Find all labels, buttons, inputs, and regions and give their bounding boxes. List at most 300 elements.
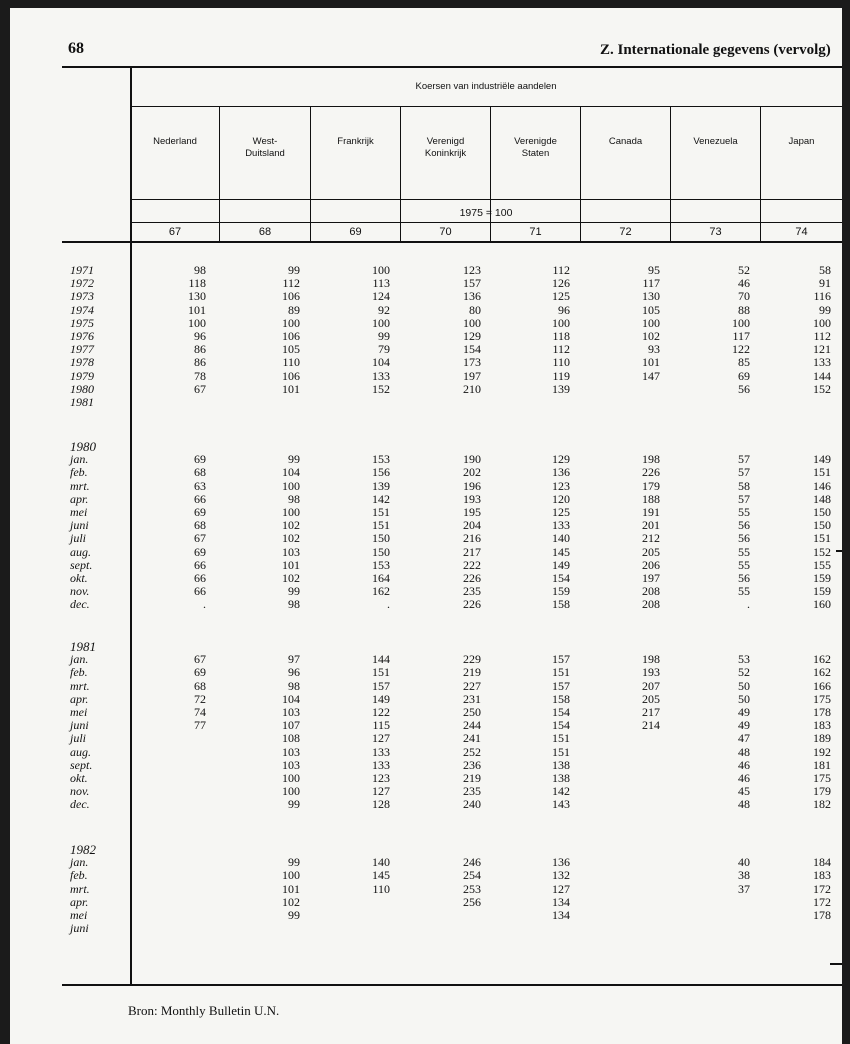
row-label: 1973	[70, 289, 94, 304]
table-cell: 100	[282, 478, 300, 493]
table-cell: 142	[552, 784, 570, 799]
table-cell: 100	[282, 315, 300, 330]
table-cell: 206	[642, 557, 660, 572]
country-header-verenigde-staten: Verenigde Staten	[514, 136, 557, 159]
table-cell: 120	[552, 491, 570, 506]
table-cell: 99	[378, 329, 390, 343]
table-cell: 49	[738, 718, 750, 733]
table-cell: 136	[463, 289, 481, 304]
table-cell: 57	[738, 491, 750, 506]
col-sep-4	[490, 106, 491, 242]
row-label: 1980	[70, 381, 94, 396]
table-cell: 219	[463, 771, 481, 785]
table-cell: 85	[738, 355, 750, 370]
row-label: mrt.	[70, 678, 90, 693]
table-cell: 157	[372, 678, 390, 693]
table-cell: 118	[188, 276, 206, 291]
table-cell: 122	[732, 342, 750, 357]
table-cell: 151	[552, 731, 570, 746]
table-cell: 151	[552, 665, 570, 680]
table-cell: 123	[463, 263, 481, 277]
table-cell: 112	[282, 276, 300, 291]
table-cell: 100	[642, 315, 660, 330]
table-cell: 79	[378, 342, 390, 357]
table-cell: 57	[738, 465, 750, 480]
table-cell: 226	[463, 571, 481, 585]
table-cell: 55	[738, 544, 750, 559]
table-cell: 116	[813, 289, 831, 304]
page	[10, 8, 842, 1044]
table-cell: 99	[288, 584, 300, 599]
table-cell: 101	[282, 557, 300, 572]
table-cell: 121	[813, 342, 831, 357]
table-cell: 229	[463, 652, 481, 667]
row-label: sept.	[70, 757, 93, 772]
table-cell: 69	[194, 505, 206, 519]
table-cell: 150	[813, 518, 831, 533]
table-cell: 152	[372, 381, 390, 396]
table-cell: 154	[552, 571, 570, 585]
table-cell: 128	[372, 797, 390, 812]
table-cell: 55	[738, 584, 750, 599]
row-label: juni	[70, 518, 89, 533]
table-cell: 151	[372, 505, 390, 519]
table-cell: 56	[738, 571, 750, 585]
table-cell: 101	[282, 381, 300, 396]
row-label: 1981	[70, 395, 94, 409]
table-cell: 103	[282, 544, 300, 559]
table-cell: 103	[282, 757, 300, 772]
table-cell: 100	[552, 315, 570, 330]
table-cell: 49	[738, 705, 750, 719]
table-cell: 159	[813, 571, 831, 585]
table-cell: 149	[372, 691, 390, 706]
table-cell: 153	[372, 452, 390, 467]
table-cell: 105	[282, 342, 300, 357]
table-cell: 138	[552, 771, 570, 785]
table-cell: 175	[813, 691, 831, 706]
table-cell: 235	[463, 584, 481, 599]
row-label: 1981	[70, 639, 96, 654]
table-cell: 196	[463, 478, 481, 493]
table-cell: 132	[552, 868, 570, 883]
table-cell: 46	[738, 757, 750, 772]
row-label: apr.	[70, 491, 89, 506]
row-label: okt.	[70, 771, 88, 785]
table-cell: 118	[552, 329, 570, 343]
table-cell: 110	[372, 881, 390, 896]
row-label: 1982	[70, 842, 96, 857]
row-label: feb.	[70, 868, 88, 883]
table-cell: 96	[194, 329, 206, 343]
table-cell: 99	[288, 452, 300, 467]
table-cell: 162	[813, 665, 831, 680]
table-cell: 179	[642, 478, 660, 493]
table-cell: 145	[372, 868, 390, 883]
row-label: 1978	[70, 355, 94, 370]
row-label: dec.	[70, 597, 90, 612]
table-cell: 112	[813, 329, 831, 343]
table-cell: 102	[642, 329, 660, 343]
table-cell: 40	[738, 855, 750, 870]
table-cell: 144	[372, 652, 390, 667]
table-cell: 133	[372, 757, 390, 772]
column-number: 69	[349, 226, 362, 238]
table-cell: 77	[194, 718, 206, 733]
table-cell: 117	[732, 329, 750, 343]
table-cell: 154	[552, 718, 570, 733]
table-cell: 144	[813, 368, 831, 383]
table-cell: 226	[642, 465, 660, 480]
column-number: 70	[439, 226, 452, 238]
row-label: 1972	[70, 276, 94, 291]
table-cell: 130	[188, 289, 206, 304]
table-cell: 212	[642, 531, 660, 546]
table-cell: 246	[463, 855, 481, 870]
row-label: jan.	[70, 855, 89, 870]
header-rule	[130, 106, 842, 107]
table-cell: 138	[552, 757, 570, 772]
table-cell: 113	[372, 276, 390, 291]
row-label: 1980	[70, 439, 96, 454]
table-cell: 210	[463, 381, 481, 396]
table-cell: 226	[463, 597, 481, 612]
table-cell: 179	[813, 784, 831, 799]
table-cell: 101	[188, 302, 206, 317]
table-cell: 197	[463, 368, 481, 383]
table-cell: 66	[194, 584, 206, 599]
table-cell: 252	[463, 744, 481, 759]
table-cell: 188	[642, 491, 660, 506]
table-cell: 127	[372, 731, 390, 746]
table-cell: 190	[463, 452, 481, 467]
table-cell: 45	[738, 784, 750, 799]
table-cell: 97	[288, 652, 300, 667]
table-cell: 69	[194, 665, 206, 680]
table-cell: 100	[732, 315, 750, 330]
column-number: 68	[258, 226, 272, 238]
table-cell: 119	[552, 368, 570, 383]
table-cell: 189	[813, 731, 831, 746]
table-cell: 102	[282, 531, 300, 546]
table-cell: 100	[813, 315, 831, 330]
table-cell: 98	[288, 678, 300, 693]
table-cell: 148	[813, 491, 831, 506]
table-cell: 152	[813, 381, 831, 396]
table-cell: 125	[552, 505, 570, 519]
table-cell: 67	[194, 531, 206, 546]
table-cell: .	[747, 597, 750, 612]
table-cell: 102	[282, 518, 300, 533]
row-label: mei	[70, 908, 88, 922]
table-cell: 50	[738, 678, 750, 693]
bottom-rule	[62, 984, 842, 986]
table-cell: 202	[463, 465, 481, 480]
table-cell: 56	[738, 381, 750, 396]
table-cell: 100	[372, 315, 390, 330]
table-cell: 241	[463, 731, 481, 746]
table-cell: 100	[282, 505, 300, 519]
table-cell: 151	[552, 744, 570, 759]
table-cell: 63	[194, 478, 206, 493]
table-cell: 162	[372, 584, 390, 599]
table-cell: 105	[642, 302, 660, 317]
table-cell: 204	[463, 518, 481, 533]
table-cell: 183	[813, 868, 831, 883]
table-cell: 74	[194, 705, 206, 719]
edge-mark	[836, 550, 842, 552]
table-cell: 110	[282, 355, 300, 370]
table-cell: 208	[642, 584, 660, 599]
table-cell: 102	[282, 571, 300, 585]
table-cell: 254	[463, 868, 481, 883]
table-cell: 150	[372, 544, 390, 559]
table-cell: 172	[813, 894, 831, 909]
table-cell: 126	[552, 276, 570, 291]
table-cell: 98	[288, 597, 300, 612]
table-cell: 134	[552, 908, 570, 922]
table-cell: 158	[552, 691, 570, 706]
table-cell: 250	[463, 705, 481, 719]
table-cell: 158	[552, 597, 570, 612]
row-label: 1971	[70, 263, 94, 277]
table-cell: 57	[738, 452, 750, 467]
table-cell: 214	[642, 718, 660, 733]
table-cell: 240	[463, 797, 481, 812]
table-cell: 153	[372, 557, 390, 572]
table-cell: 216	[463, 531, 481, 546]
table-cell: 80	[469, 302, 481, 317]
table-cell: 129	[552, 452, 570, 467]
table-cell: 222	[463, 557, 481, 572]
table-cell: 78	[194, 368, 206, 383]
table-cell: 151	[372, 665, 390, 680]
table-cell: 102	[282, 894, 300, 909]
country-header-west-duitsland: West- Duitsland	[245, 136, 285, 159]
table-cell: 107	[282, 718, 300, 733]
table-cell: 184	[813, 855, 831, 870]
source-note: Bron: Monthly Bulletin U.N.	[128, 1003, 280, 1018]
country-header-japan: Japan	[788, 136, 815, 147]
table-cell: 178	[813, 908, 831, 922]
table-cell: 124	[372, 289, 390, 304]
col-sep-6	[670, 106, 671, 242]
table-cell: 149	[552, 557, 570, 572]
table-cell: 58	[819, 263, 831, 277]
row-label: okt.	[70, 571, 88, 585]
table-cell: 69	[738, 368, 750, 383]
table-cell: 143	[552, 797, 570, 812]
country-header-venezuela: Venezuela	[693, 136, 738, 147]
table-cell: 101	[282, 881, 300, 896]
table-cell: 46	[738, 276, 750, 291]
table-cell: 123	[372, 771, 390, 785]
table-cell: 50	[738, 691, 750, 706]
row-label: feb.	[70, 665, 88, 680]
table-cell: 68	[194, 518, 206, 533]
table-cell: 70	[738, 289, 750, 304]
table-cell: 103	[282, 705, 300, 719]
colnum-rule	[62, 241, 842, 243]
table-cell: 99	[288, 908, 300, 922]
left-vertical	[130, 66, 132, 984]
column-number: 72	[619, 226, 632, 238]
table-cell: 98	[288, 491, 300, 506]
country-bottom-rule	[130, 199, 842, 200]
table-cell: 133	[372, 368, 390, 383]
table-cell: 151	[813, 465, 831, 480]
row-label: jan.	[70, 652, 89, 667]
table-cell: 104	[282, 465, 300, 480]
table-cell: 253	[463, 881, 481, 896]
table-cell: 117	[642, 276, 660, 291]
table-cell: 91	[819, 276, 831, 291]
table-cell: 198	[642, 452, 660, 467]
row-label: juli	[70, 531, 87, 546]
table-cell: 88	[738, 302, 750, 317]
table-cell: 205	[642, 544, 660, 559]
table-cell: 140	[372, 855, 390, 870]
table-cell: 133	[372, 744, 390, 759]
table-cell: 175	[813, 771, 831, 785]
table-cell: 156	[372, 465, 390, 480]
table-cell: 96	[558, 302, 570, 317]
table-title: Koersen van industriële aandelen	[415, 81, 557, 92]
table-cell: 198	[642, 652, 660, 667]
table-cell: 235	[463, 784, 481, 799]
table-cell: 100	[463, 315, 481, 330]
table-cell: 125	[552, 289, 570, 304]
table-cell: 197	[642, 571, 660, 585]
table-cell: 52	[738, 263, 750, 277]
table-cell: 157	[552, 678, 570, 693]
table-cell: 92	[378, 302, 390, 317]
table-cell: 100	[188, 315, 206, 330]
table-cell: 110	[552, 355, 570, 370]
table-cell: 151	[813, 531, 831, 546]
table-cell: 100	[282, 771, 300, 785]
table-cell: .	[387, 597, 390, 612]
row-label: dec.	[70, 797, 90, 812]
table-cell: 115	[372, 718, 390, 733]
table-cell: 106	[282, 289, 300, 304]
table-cell: 55	[738, 557, 750, 572]
base-year-label: 1975 = 100	[459, 207, 513, 219]
table-cell: 136	[552, 855, 570, 870]
col-sep-7	[760, 106, 761, 242]
table-cell: 208	[642, 597, 660, 612]
table-cell: 100	[282, 868, 300, 883]
row-label: 1977	[70, 342, 94, 357]
table-cell: 231	[463, 691, 481, 706]
country-header-canada: Canada	[608, 136, 643, 147]
table-cell: 56	[738, 518, 750, 533]
row-label: mrt.	[70, 881, 90, 896]
table-cell: 106	[282, 368, 300, 383]
country-header-nederland: Nederland	[153, 136, 197, 147]
table-cell: 159	[813, 584, 831, 599]
table-cell: 66	[194, 571, 206, 585]
table-cell: 86	[194, 355, 206, 370]
row-label: juli	[70, 731, 87, 746]
table-cell: 69	[194, 544, 206, 559]
table-cell: 173	[463, 355, 481, 370]
country-header-verenigd-koninkrijk: Verenigd Koninkrijk	[424, 136, 467, 159]
table-cell: 152	[813, 544, 831, 559]
col-sep-1	[219, 106, 220, 242]
table-cell: 104	[282, 691, 300, 706]
edge-mark	[830, 963, 842, 965]
table-cell: 157	[463, 276, 481, 291]
table-cell: 37	[738, 881, 750, 896]
row-label: apr.	[70, 894, 89, 909]
table-cell: 47	[738, 731, 750, 746]
table-cell: 48	[738, 744, 750, 759]
page-number: 68	[68, 40, 84, 57]
table-cell: 183	[813, 718, 831, 733]
table-cell: 66	[194, 557, 206, 572]
table-cell: 181	[813, 757, 831, 772]
table-cell: 127	[552, 881, 570, 896]
table-cell: 100	[372, 263, 390, 277]
table-cell: 100	[282, 784, 300, 799]
table-cell: 205	[642, 691, 660, 706]
table-cell: 217	[642, 705, 660, 719]
table-cell: 66	[194, 491, 206, 506]
table-cell: 182	[813, 797, 831, 812]
table-cell: 217	[463, 544, 481, 559]
table-cell: 227	[463, 678, 481, 693]
table-cell: 130	[642, 289, 660, 304]
row-label: 1976	[70, 329, 94, 343]
table-cell: 99	[288, 855, 300, 870]
table-cell: 172	[813, 881, 831, 896]
table-cell: 103	[282, 744, 300, 759]
table-cell: 159	[552, 584, 570, 599]
row-label: nov.	[70, 584, 90, 599]
row-label: mei	[70, 505, 88, 519]
table-cell: 96	[288, 665, 300, 680]
table-cell: 101	[642, 355, 660, 370]
table-cell: 201	[642, 518, 660, 533]
table-cell: 139	[372, 478, 390, 493]
table-cell: 193	[463, 491, 481, 506]
table-cell: 68	[194, 465, 206, 480]
column-number: 71	[529, 226, 542, 238]
row-label: juni	[70, 921, 89, 936]
table-cell: 157	[552, 652, 570, 667]
row-label: aug.	[70, 744, 91, 759]
table-cell: 48	[738, 797, 750, 812]
row-label: mrt.	[70, 478, 90, 493]
row-label: aug.	[70, 544, 91, 559]
row-label: 1975	[70, 315, 94, 330]
table-cell: 112	[552, 342, 570, 357]
table-cell: 151	[372, 518, 390, 533]
table-cell: 106	[282, 329, 300, 343]
table-cell: 52	[738, 665, 750, 680]
table-cell: 133	[813, 355, 831, 370]
table-cell: 178	[813, 705, 831, 719]
table-cell: 69	[194, 452, 206, 467]
table-cell: 89	[288, 302, 300, 317]
table-cell: 99	[288, 797, 300, 812]
table-cell: 140	[552, 531, 570, 546]
table-cell: 38	[738, 868, 750, 883]
page-section-title: Z. Internationale gegevens (vervolg)	[600, 42, 831, 58]
table-cell: 193	[642, 665, 660, 680]
table-cell: 104	[372, 355, 390, 370]
